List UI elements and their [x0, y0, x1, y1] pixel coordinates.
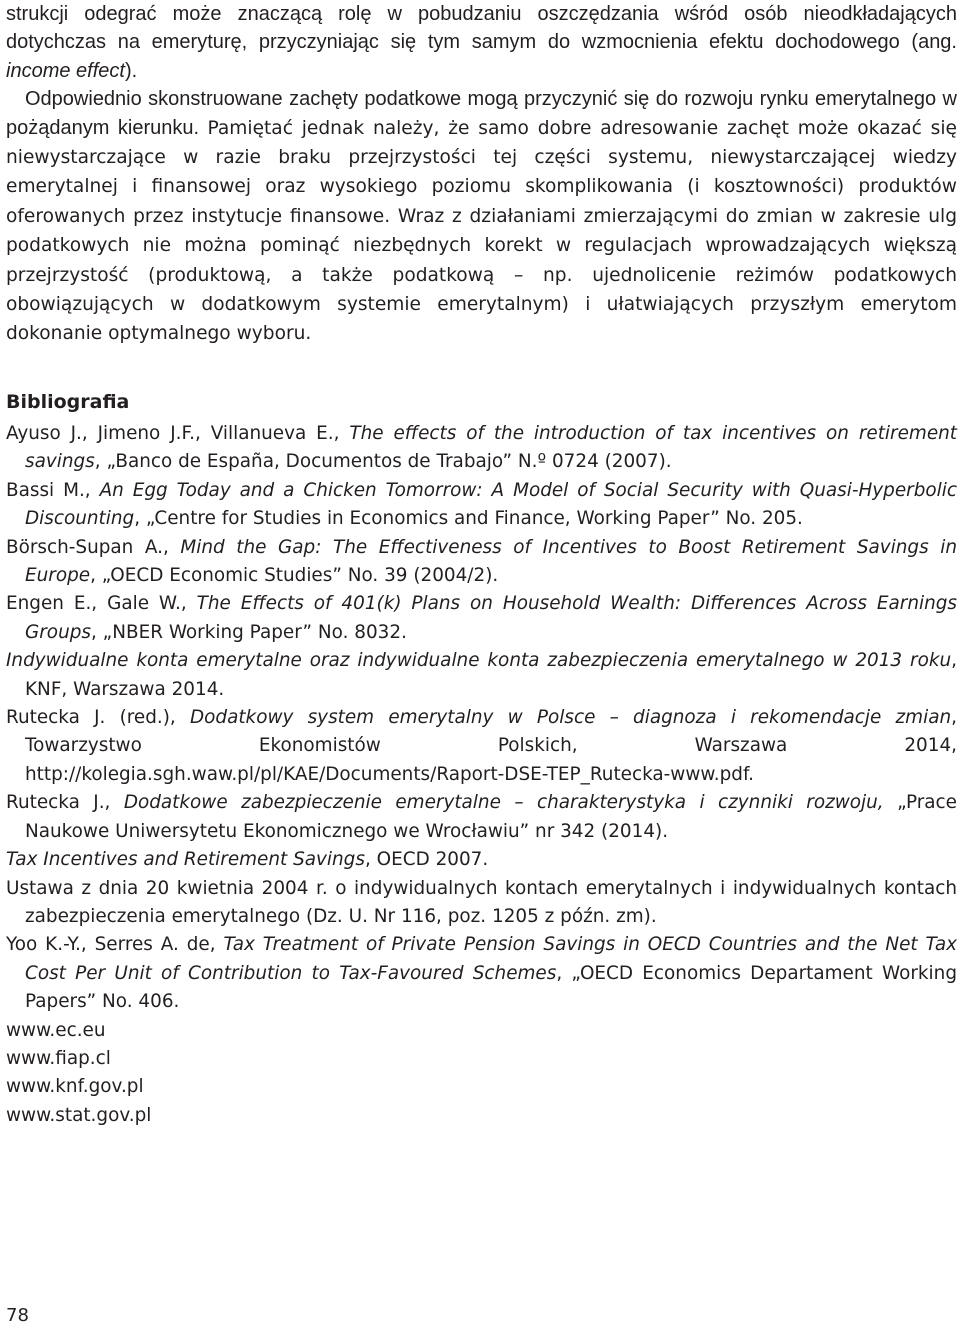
bibliography-entry — [6, 875, 957, 932]
entry-authors: Yoo K.-Y., Serres A. de, — [6, 934, 224, 956]
bibliography-entry — [6, 846, 957, 874]
entry-title: An Egg Today and a Chicken Tomorrow: A Model of Social Security with Quasi-Hyperbolic Discounting — [25, 479, 957, 530]
bibliography-entry — [6, 477, 957, 534]
entry-authors: Rutecka J. (red.), — [6, 707, 190, 729]
bibliography-entry — [6, 704, 957, 789]
entry-source: , Towarzystwo Ekonomistów Polskich, Warszawa 2014, http://kolegia.sgh.waw.pl/pl/KAE/Documents/Raport-DSE-TEP_Rutecka-www.pdf. — [25, 707, 957, 785]
bibliography-heading: Bibliografia — [6, 391, 130, 413]
entry-authors: Rutecka J., — [6, 792, 124, 814]
paragraph-2-text-continued: Pamiętać jednak należy, że samo dobre adresowanie zachęt może okazać się niewystarczające w razie braku przejrzystości tej części systemu, niewystarczającej wiedzy emerytalnej i finansowej oraz wysokiego poziomu skomplikowania (i kosztowności) produktów oferowanych przez instytucje finansowe. Wraz z działaniami zmierzającymi do zmian w zakresie ulg podatkowych nie można pominąć niezbędnych korekt w regulacjach wprowadzających większą przejrzystość (produktową, a także podatkową – np. ujednolicenie reżimów podatkowych obowiązujących w dodatkowym systemie emerytalnym) i ułatwiających przyszłym emerytom dokonanie optymalnego wyboru. — [6, 117, 957, 345]
entry-source: , OECD 2007. — [364, 849, 489, 871]
bibliography-url: www.stat.gov.pl — [6, 1104, 152, 1126]
entry-source: , „NBER Working Paper” No. 8032. — [90, 621, 407, 643]
entry-title: Tax Incentives and Retirement Savings — [6, 849, 365, 871]
document-page — [6, 0, 957, 349]
bibliography-url: www.fiap.cl — [6, 1047, 111, 1069]
bibliography-entry — [6, 420, 957, 477]
bibliography-list — [6, 420, 957, 1130]
body-paragraph — [6, 0, 957, 349]
bibliography-entry — [6, 789, 957, 846]
entry-source: , „OECD Economic Studies” No. 39 (2004/2). — [90, 565, 499, 587]
entry-authors: Engen E., Gale W., — [6, 593, 197, 615]
paragraph-1-italic-term: income effect — [6, 59, 125, 82]
entry-title: Indywidualne konta emerytalne oraz indywidualne konta zabezpieczenia emerytalnego w 2013 roku — [6, 650, 952, 672]
entry-source: , „OECD Economics Departament Working Papers” No. 406. — [25, 962, 957, 1013]
paragraph-2-text: Odpowiednio skonstruowane zachęty podatkowe mogą przyczynić się do rozwoju rynku emerytalnego w pożądanym kierunku. — [6, 88, 957, 139]
entry-authors: Ayuso J., Jimeno J.F., Villanueva E., — [6, 423, 350, 444]
entry-title: Dodatkowe zabezpieczenie emerytalne – charakterystyka i czynniki rozwoju, — [123, 792, 884, 814]
entry-authors: Bassi M., — [6, 479, 100, 501]
entry-title: Tax Treatment of Private Pension Savings in OECD Countries and the Net Tax Cost Per Unit of Contribution to Tax-Favoured Schemes — [25, 934, 957, 984]
page-number: 78 — [6, 1305, 29, 1326]
entry-title: The Effects of 401(k) Plans on Household Wealth: Differences Across Earnings Groups — [25, 593, 958, 643]
entry-source: „Prace Naukowe Uniwersytetu Ekonomicznego we Wrocławiu” nr 342 (2014). — [25, 792, 957, 842]
paragraph-1-text: strukcji odegrać może znaczącą rolę w pobudzaniu oszczędzania wśród osób nieodkładających dotychczas na emeryturę, przyczyniając się tym samym do wzmocnienia efektu dochodowego (ang. — [6, 3, 957, 54]
bibliography-entry — [6, 647, 957, 704]
entry-title: The effects of the introduction of tax incentives on retirement savings — [25, 423, 957, 473]
bibliography-entry — [6, 931, 957, 1016]
paragraph-1-text-end: ). — [124, 59, 138, 82]
entry-source: , KNF, Warszawa 2014. — [25, 650, 957, 700]
entry-authors: Börsch-Supan A., — [6, 536, 181, 558]
bibliography-entry — [6, 590, 957, 647]
bibliography-entry — [6, 534, 957, 591]
bibliography-url: www.knf.gov.pl — [6, 1076, 144, 1098]
entry-source: , „Banco de España, Documentos de Trabajo” N.º 0724 (2007). — [94, 451, 672, 473]
entry-title: Dodatkowy system emerytalny w Polsce – diagnoza i rekomendacje zmian — [189, 707, 952, 729]
entry-source: , „Centre for Studies in Economics and Finance, Working Paper” No. 205. — [134, 508, 803, 530]
entry-title: Mind the Gap: The Effectiveness of Incentives to Boost Retirement Savings in Europe — [25, 536, 958, 587]
bibliography-url: www.ec.eu — [6, 1019, 106, 1041]
entry-authors: Ustawa z dnia 20 kwietnia 2004 r. o indywidualnych kontach emerytalnych i indywidualnych kontach zabezpieczenia emerytalnego (Dz. U. Nr 116, poz. 1205 z późn. zm). — [6, 877, 957, 927]
